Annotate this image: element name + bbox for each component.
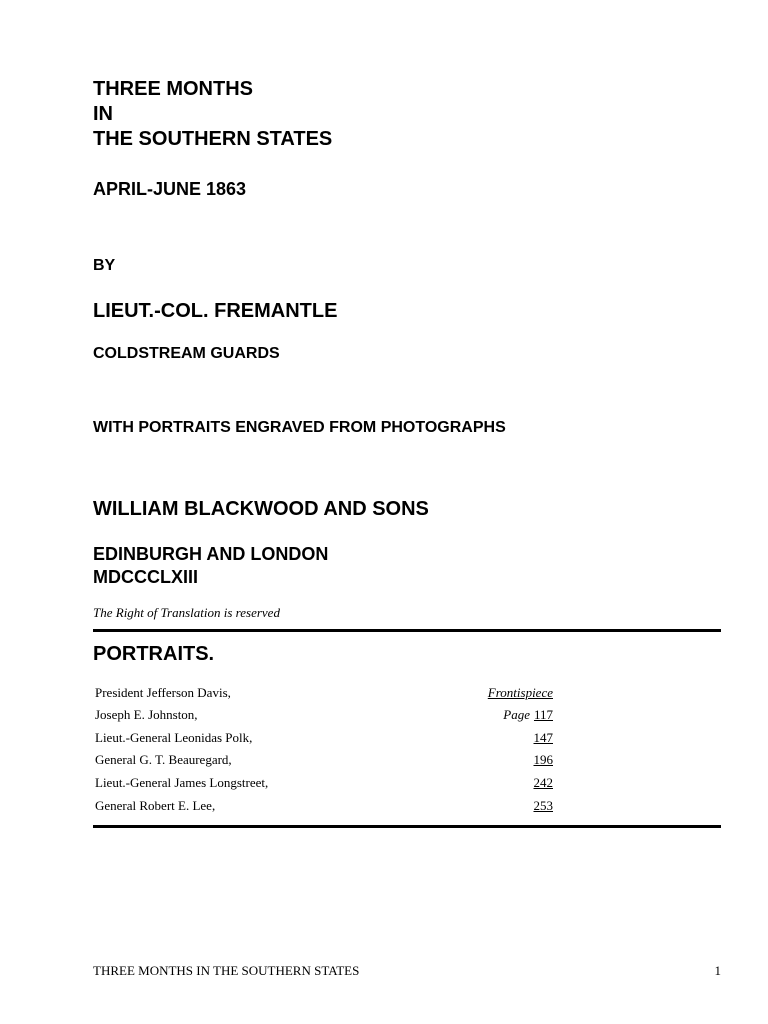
portrait-page-link[interactable]: Frontispiece bbox=[487, 685, 553, 700]
portrait-row bbox=[95, 705, 553, 725]
footer-page-number: 1 bbox=[714, 963, 721, 978]
publisher-name: WILLIAM BLACKWOOD AND SONS bbox=[93, 498, 429, 520]
portrait-row bbox=[95, 773, 553, 793]
portrait-page-ref bbox=[534, 728, 554, 748]
portrait-page-ref bbox=[503, 705, 553, 725]
portraits-engraved-note: WITH PORTRAITS ENGRAVED FROM PHOTOGRAPHS bbox=[93, 419, 506, 436]
portrait-page-ref bbox=[534, 773, 554, 793]
portrait-row bbox=[95, 728, 553, 748]
portrait-page-ref bbox=[534, 750, 554, 770]
footer-running-title: THREE MONTHS IN THE SOUTHERN STATES bbox=[93, 963, 360, 978]
portrait-row bbox=[95, 683, 553, 703]
portrait-row bbox=[95, 750, 553, 770]
date-range: APRIL-JUNE 1863 bbox=[93, 179, 247, 199]
portrait-name: General G. T. Beauregard, bbox=[95, 752, 232, 767]
portraits-heading: PORTRAITS. bbox=[93, 643, 215, 665]
portrait-name: President Jefferson Davis, bbox=[95, 685, 231, 700]
regiment: COLDSTREAM GUARDS bbox=[93, 345, 280, 362]
portrait-page-ref bbox=[488, 683, 553, 703]
top-rule bbox=[93, 629, 721, 632]
portrait-page-link[interactable]: 242 bbox=[533, 775, 553, 790]
portrait-page-link[interactable]: 117 bbox=[533, 707, 553, 722]
portrait-page-ref bbox=[534, 796, 554, 816]
title-line-2: IN bbox=[93, 103, 113, 125]
page-prefix: Page bbox=[503, 707, 530, 722]
rights-notice: The Right of Translation is reserved bbox=[93, 605, 280, 620]
author-name: LIEUT.-COL. FREMANTLE bbox=[93, 300, 338, 322]
portrait-page-link[interactable]: 253 bbox=[533, 798, 553, 813]
publication-place: EDINBURGH AND LONDON bbox=[93, 544, 329, 564]
publication-year-roman: MDCCCLXIII bbox=[93, 567, 198, 587]
portrait-name: Lieut.-General Leonidas Polk, bbox=[95, 730, 253, 745]
portrait-page-link[interactable]: 196 bbox=[533, 752, 553, 767]
title-line-3: THE SOUTHERN STATES bbox=[93, 128, 333, 150]
portrait-page-link[interactable]: 147 bbox=[533, 730, 553, 745]
portrait-name: Joseph E. Johnston, bbox=[95, 707, 198, 722]
portrait-name: Lieut.-General James Longstreet, bbox=[95, 775, 269, 790]
by-label: BY bbox=[93, 257, 116, 274]
bottom-rule bbox=[93, 825, 721, 828]
portrait-row bbox=[95, 796, 553, 816]
portrait-name: General Robert E. Lee, bbox=[95, 798, 216, 813]
title-line-1: THREE MONTHS bbox=[93, 78, 253, 100]
